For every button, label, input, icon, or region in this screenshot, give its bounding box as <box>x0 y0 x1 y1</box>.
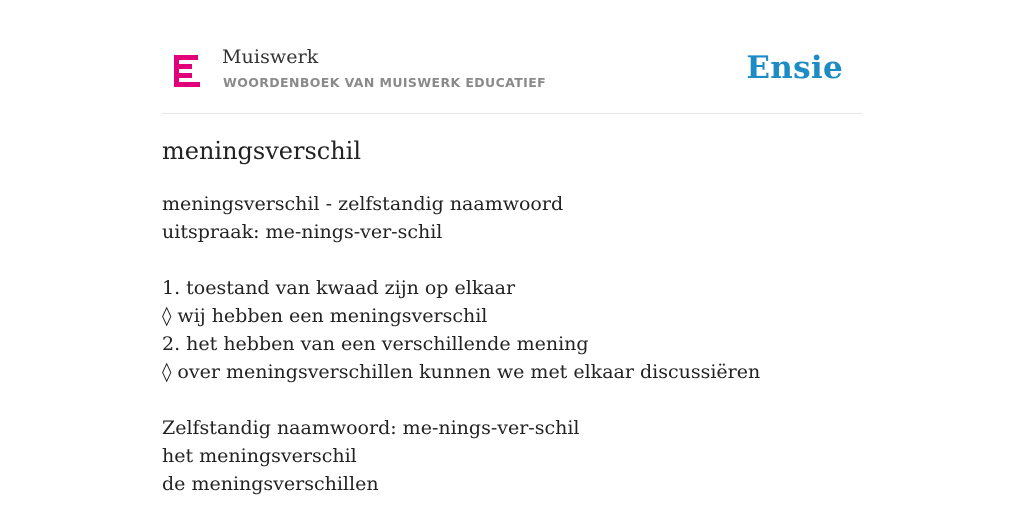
entry-line: Zelfstandig naamwoord: me-nings-ver-schil <box>162 417 580 439</box>
blank-line <box>162 246 760 274</box>
entry-line: 2. het hebben van een verschillende mening <box>162 333 589 355</box>
site-header <box>162 0 862 114</box>
entry-line: ◊ over meningsverschillen kunnen we met elkaar discussiëren <box>162 361 761 383</box>
page-container <box>162 0 862 495</box>
entry-definition <box>162 190 760 498</box>
site-subtitle: WOORDENBOEK VAN MUISWERK EDUCATIEF <box>223 75 547 90</box>
blank-line <box>162 386 760 414</box>
entry-line: de meningsverschillen <box>162 473 379 495</box>
entry-line: ◊ wij hebben een meningsverschil <box>162 305 488 327</box>
entry-title: meningsverschil <box>162 137 362 165</box>
ensie-logo[interactable]: Ensie <box>746 50 843 86</box>
site-title[interactable]: Muiswerk <box>222 46 319 68</box>
muiswerk-logo-icon[interactable] <box>174 55 200 88</box>
entry-line: uitspraak: me-nings-ver-schil <box>162 221 443 243</box>
entry-line: het meningsverschil <box>162 445 357 467</box>
entry-line: meningsverschil - zelfstandig naamwoord <box>162 193 564 215</box>
entry-line: 1. toestand van kwaad zijn op elkaar <box>162 277 516 299</box>
